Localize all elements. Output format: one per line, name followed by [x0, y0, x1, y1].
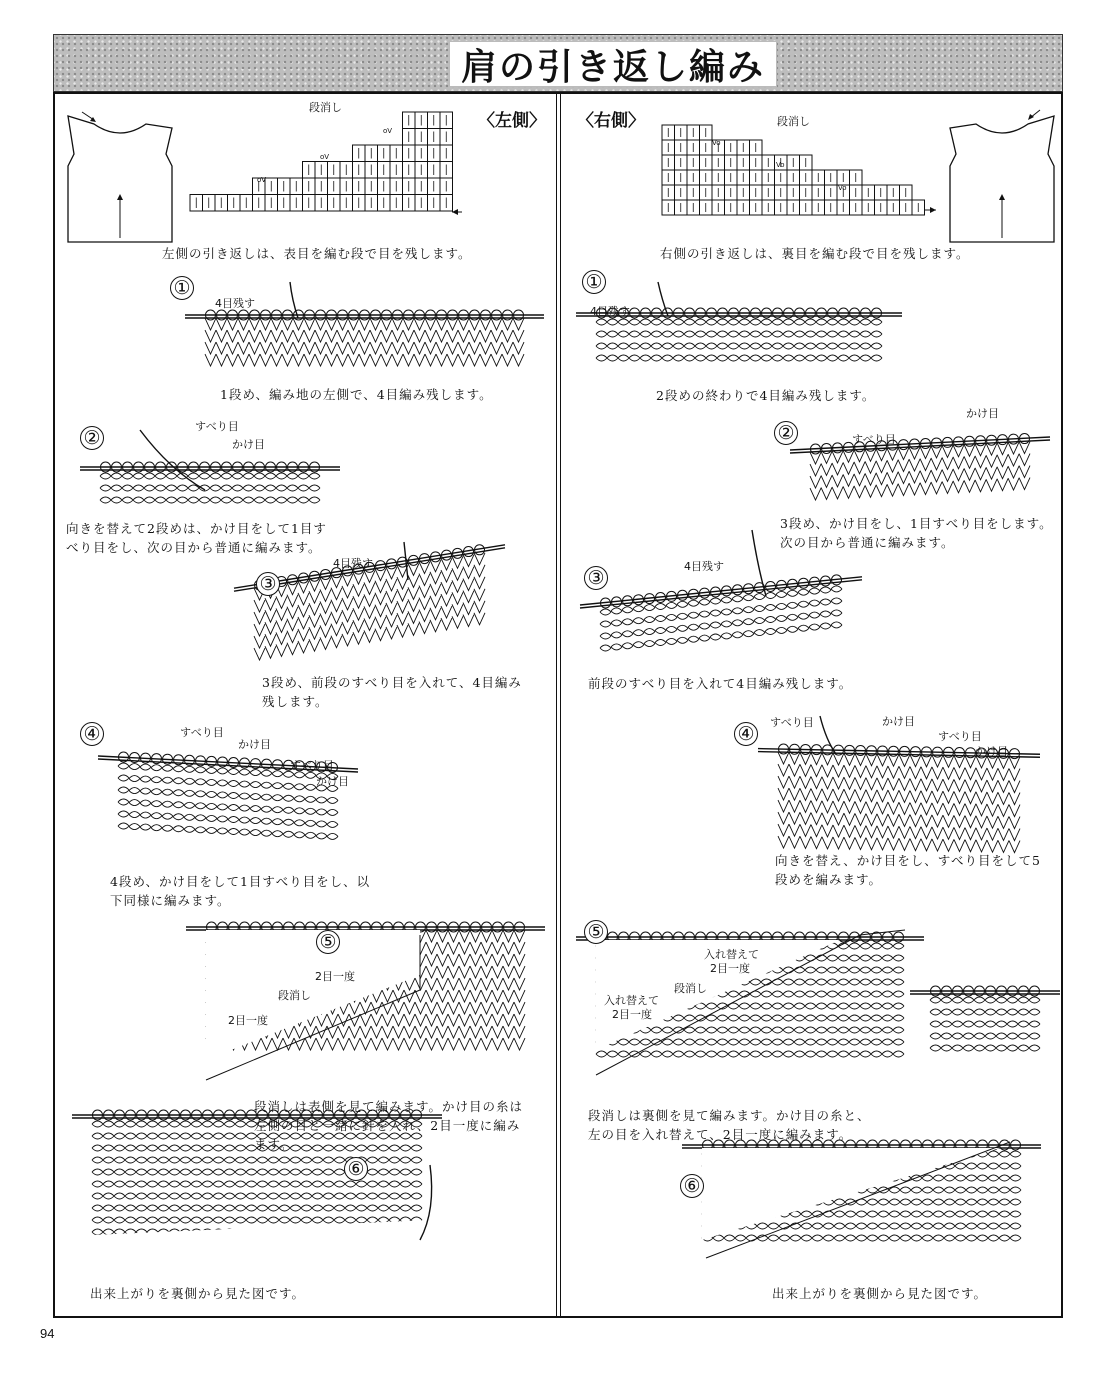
right-step-2-caption-1: 3段め、かけ目をし、1目すべり目をします。	[780, 516, 1053, 531]
right-step-4-caption-1: 向きを替え、かけ目をし、すべり目をして5	[775, 853, 1041, 868]
left-step-5-caption-3: ます。	[254, 1137, 294, 1152]
left-chart-label: 段消し	[309, 101, 342, 114]
left-step-4-label-yo-2: かけ目	[316, 775, 349, 788]
right-step-1-caption: 2段めの終わりで4目編み残します。	[656, 388, 876, 403]
left-step-6-number: ⑥	[344, 1157, 368, 1181]
left-step-3-label: 4目残す	[333, 557, 373, 570]
right-step-6-number: ⑥	[680, 1174, 704, 1198]
left-step-2-number: ②	[80, 426, 104, 450]
svg-text:Vo: Vo	[838, 184, 847, 192]
svg-text:oV: oV	[383, 127, 393, 135]
left-step-5-label-k2tog-1: 2目一度	[315, 970, 355, 983]
right-step-6-caption: 出来上がりを裏側から見た図です。	[772, 1286, 988, 1301]
right-step-4-label-yo-1: かけ目	[882, 715, 915, 728]
right-step-2-caption-2: 次の目から普通に編みます。	[780, 535, 955, 550]
left-step-1-caption: 1段め、編み地の左側で、4目編み残します。	[220, 387, 493, 402]
left-step-1-label: 4目残す	[215, 297, 255, 310]
left-step-4-label-yo-1: かけ目	[238, 738, 271, 751]
left-step-5-caption-2: 左側の目と一緒に針を入れ、2目一度に編み	[254, 1118, 521, 1133]
left-step-4-label-slip-1: すべり目	[180, 726, 224, 739]
right-step-3-number: ③	[584, 566, 608, 590]
left-step-4-caption-2: 下同様に編みます。	[110, 893, 231, 908]
left-step-3-caption-2: 残します。	[262, 694, 329, 709]
left-step-5-label-k2tog-2: 2目一度	[228, 1014, 268, 1027]
left-intro: 左側の引き返しは、表目を編む段で目を残します。	[162, 246, 472, 261]
left-step-4-number: ④	[80, 722, 104, 746]
right-step-4-label-slip-2: すべり目	[938, 730, 982, 743]
left-step-1-number: ①	[170, 276, 194, 300]
page-number: 94	[40, 1326, 55, 1341]
right-step-2-label-yo: かけ目	[966, 407, 999, 420]
left-step-4-label-slip-2: すべり目	[290, 759, 334, 772]
right-step-1-number: ①	[582, 270, 606, 294]
right-step-5-label-k2tog-1: 2目一度	[710, 962, 750, 975]
left-step-2-label-slip: すべり目	[195, 420, 239, 433]
right-side-label: 〈右側〉	[577, 111, 645, 131]
right-step-5-caption-1: 段消しは裏側を見て編みます。かけ目の糸と、	[588, 1108, 871, 1123]
right-step-5-label-bindoff: 段消し	[674, 982, 707, 995]
left-step-3-caption-1: 3段め、前段のすべり目を入れて、4目編み	[262, 675, 522, 690]
left-step-5-caption-1: 段消しは表側を見て編みます。かけ目の糸は	[254, 1099, 524, 1114]
svg-text:oV: oV	[320, 153, 330, 161]
left-step-4-caption-1: 4段め、かけ目をして1目すべり目をし、以	[110, 874, 371, 889]
right-step-3-caption: 前段のすべり目を入れて4目編み残します。	[588, 676, 853, 691]
right-step-4-label-yo-2: かけ目	[975, 745, 1008, 758]
svg-text:Vo: Vo	[776, 161, 785, 169]
left-step-6-caption: 出来上がりを裏側から見た図です。	[90, 1286, 306, 1301]
right-chart-label: 段消し	[777, 115, 810, 128]
right-step-2-label-slip: すべり目	[852, 433, 896, 446]
svg-text:Vo: Vo	[712, 139, 721, 147]
right-step-5-caption-2: 左の目を入れ替えて、2目一度に編みます。	[588, 1127, 853, 1142]
page-title: 肩の引き返し編み	[449, 41, 777, 87]
left-step-5-number: ⑤	[316, 930, 340, 954]
right-step-5-label-k2tog-2: 2目一度	[612, 1008, 652, 1021]
right-step-1-label: 4目残す	[590, 305, 630, 318]
left-step-2-label-yo: かけ目	[232, 438, 265, 451]
left-step-5-label-bindoff: 段消し	[278, 989, 311, 1002]
left-step-2-caption-2: べり目をし、次の目から普通に編みます。	[66, 540, 322, 555]
right-step-4-caption-2: 段めを編みます。	[775, 872, 883, 887]
left-step-3-number: ③	[256, 572, 280, 596]
left-step-2-caption-1: 向きを替えて2段めは、かけ目をして1目す	[66, 521, 327, 536]
right-step-5-label-swap-2: 入れ替えて	[604, 994, 659, 1007]
right-step-2-number: ②	[774, 421, 798, 445]
right-step-4-number: ④	[734, 722, 758, 746]
right-step-4-label-slip-1: すべり目	[770, 716, 814, 729]
right-step-5-number: ⑤	[584, 920, 608, 944]
svg-text:oV: oV	[257, 176, 267, 184]
left-side-label: 〈左側〉	[478, 111, 546, 131]
right-step-3-label: 4目残す	[684, 560, 724, 573]
right-intro: 右側の引き返しは、裏目を編む段で目を残します。	[660, 246, 970, 261]
right-step-5-label-swap-1: 入れ替えて	[704, 948, 759, 961]
